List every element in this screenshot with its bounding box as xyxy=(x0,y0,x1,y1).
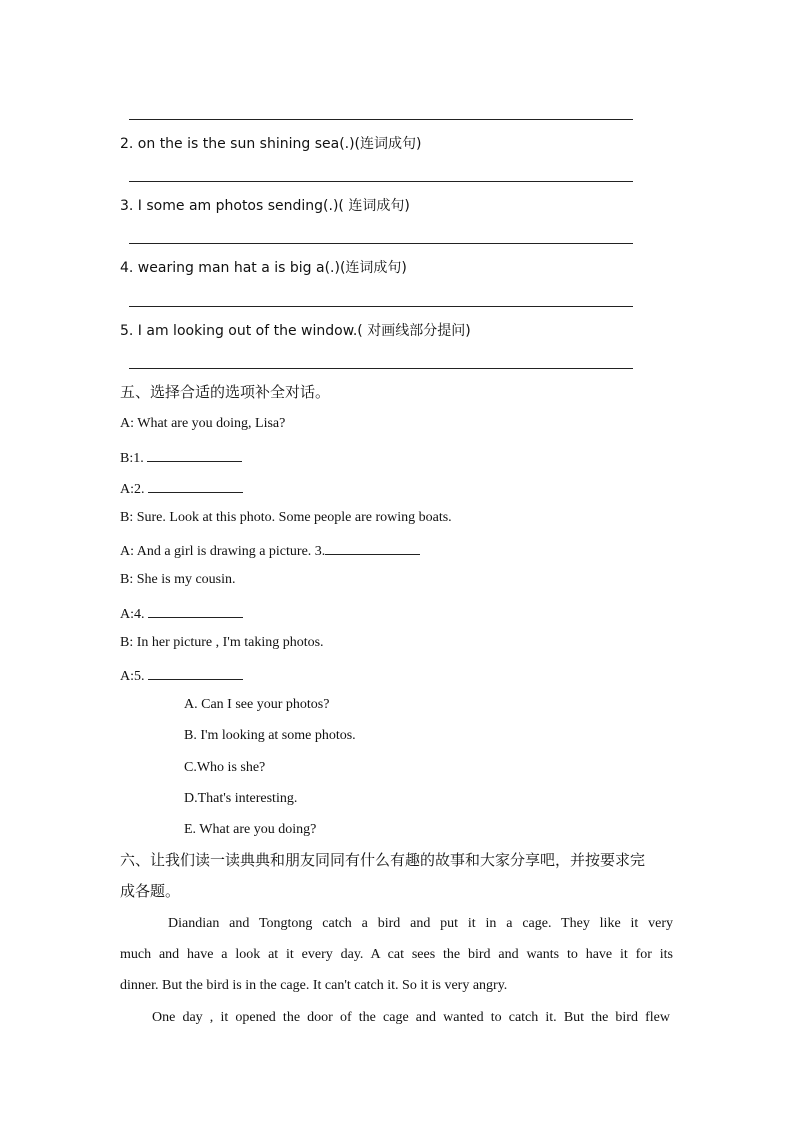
answer-blank[interactable] xyxy=(148,478,243,493)
option-b: B. I'm looking at some photos. xyxy=(184,728,356,743)
question-4: 4. wearing man hat a is big a(.)(连词成句) xyxy=(120,260,407,276)
dialogue-line: A: And a girl is drawing a picture. 3. xyxy=(120,540,420,561)
dialogue-line: B: Sure. Look at this photo. Some people are rowing boats. xyxy=(120,510,452,525)
answer-blank[interactable] xyxy=(147,447,242,462)
option-d: D.That's interesting. xyxy=(184,791,298,806)
answer-line-5[interactable] xyxy=(129,368,633,369)
question-2: 2. on the is the sun shining sea(.)(连词成句) xyxy=(120,136,422,152)
answer-line-3[interactable] xyxy=(129,243,633,244)
answer-blank[interactable] xyxy=(148,603,243,618)
option-e: E. What are you doing? xyxy=(184,822,317,837)
dialogue-line: B: She is my cousin. xyxy=(120,572,236,587)
question-3: 3. I some am photos sending(.)( 连词成句) xyxy=(120,198,410,214)
section-6-heading-cont: 成各题。 xyxy=(120,882,181,900)
passage-line: Diandian and Tongtong catch a bird and put it in a cage. They like it very xyxy=(168,916,673,931)
answer-blank[interactable] xyxy=(325,540,420,555)
dialogue-line: B:1. xyxy=(120,447,242,468)
dialogue-line: A:5. xyxy=(120,665,243,686)
question-5: 5. I am looking out of the window.( 对画线部分提问) xyxy=(120,323,471,339)
passage-line: much and have a look at it every day. A cat sees the bird and wants to have it for its xyxy=(120,947,673,962)
answer-line-4[interactable] xyxy=(129,306,633,307)
option-c: C.Who is she? xyxy=(184,760,266,775)
dialogue-line: A:2. xyxy=(120,478,243,499)
passage-line: One day , it opened the door of the cage and wanted to catch it. But the bird flew xyxy=(152,1010,670,1025)
section-5-heading: 五、选择合适的选项补全对话。 xyxy=(120,383,331,401)
option-a: A. Can I see your photos? xyxy=(184,697,330,712)
dialogue-line: A: What are you doing, Lisa? xyxy=(120,416,286,431)
dialogue-line: B: In her picture , I'm taking photos. xyxy=(120,635,324,650)
answer-blank[interactable] xyxy=(148,665,243,680)
section-6-heading: 六、让我们读一读典典和朋友同同有什么有趣的故事和大家分享吧，并按要求完 xyxy=(120,851,646,869)
dialogue-line: A:4. xyxy=(120,603,243,624)
passage-line: dinner. But the bird is in the cage. It can't catch it. So it is very angry. xyxy=(120,978,508,993)
answer-line-2[interactable] xyxy=(129,181,633,182)
answer-line-1[interactable] xyxy=(129,119,633,120)
